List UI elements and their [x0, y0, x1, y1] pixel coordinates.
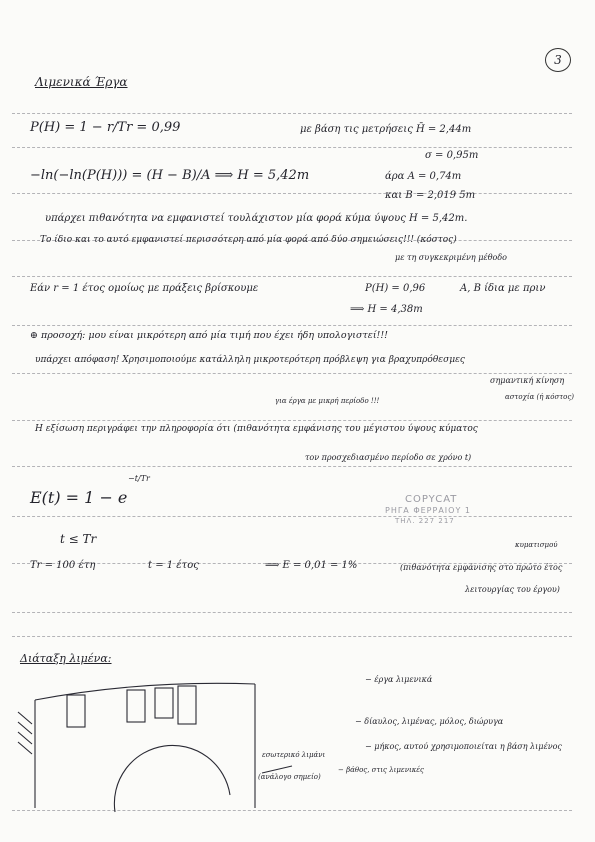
sketch-label: (ανάλογο σημείο)	[258, 773, 321, 781]
text-line: Εάν r = 1 έτος ομοίως με πράξεις βρίσκουμε	[30, 283, 259, 294]
stamp-line: ΤΗΛ. 227 217	[395, 517, 455, 525]
section-title: Διάταξη λιμένα:	[20, 652, 112, 665]
h-value: ⟹ H = 4,38m	[350, 304, 423, 315]
page-number: 3	[545, 48, 571, 72]
pier	[67, 695, 85, 727]
formula-p-h: P(H) = 1 − r/Tr = 0,99	[30, 120, 181, 135]
legend-item: − μήκος, αυτού χρησιμοποιείται η βάση λιμένος	[365, 742, 562, 751]
tr-value: Tr = 100 έτη	[30, 560, 96, 571]
pier	[155, 688, 173, 718]
text-line: για έργα με μικρή περίοδο !!!	[275, 397, 380, 405]
t-value: t = 1 έτος	[148, 560, 199, 571]
stamp-line: ΡΗΓΑ ΦΕΡΡΑΙΟΥ 1	[385, 506, 471, 515]
pointer-line	[262, 766, 292, 773]
formula-gumbel: −ln(−ln(P(H))) = (H − B)/A ⟹ H = 5,42m	[30, 168, 310, 183]
pier	[127, 690, 145, 722]
sketch-label: εσωτερικό λιμάνι	[262, 751, 326, 759]
e-value: ⟹ E = 0,01 = 1%	[265, 560, 358, 571]
text-line: σημαντική κίνηση	[490, 376, 565, 385]
formula-e-t: E(t) = 1 − e	[30, 488, 128, 507]
hatch-marks	[18, 712, 32, 754]
sigma-value: σ = 0,95m	[425, 150, 479, 161]
text-line: Το ίδιο και το αυτό εμφανιστεί περισσότερη από μία φορά από δύο σημειώσεις!!! (κόστος)	[40, 235, 457, 245]
text-line: A, B ίδια με πριν	[460, 283, 546, 294]
legend-item: − δίαυλος, λιμένας, μόλος, διώρυγα	[355, 717, 504, 726]
text-line: (πιθανότητα εμφάνισης στο πρώτο έτος	[400, 563, 563, 572]
text-line: Η εξίσωση περιγράφει την πληροφορία ότι (πιθανότητα εμφάνισης του μέγιστου ύψους κύματος	[35, 424, 478, 434]
basin-arc	[114, 745, 230, 812]
page-title: Λιμενικά Έργα	[35, 75, 128, 89]
value-a: άρα A = 0,74m	[385, 171, 462, 182]
legend-item: − βάθος, στις λιμενικές	[338, 766, 424, 774]
legend-item: − έργα λιμενικά	[365, 675, 433, 684]
text-line: ⊕ προσοχή: μου είναι μικρότερη από μία τιμή που έχει ήδη υπολογιστεί!!!	[30, 330, 389, 341]
text-line: με τη συγκεκριμένη μέθοδο	[395, 253, 507, 262]
text-line: κυματισμού	[515, 541, 558, 549]
text-line: αστοχία (ή κόστος)	[505, 393, 575, 401]
p-h-value: P(H) = 0,96	[365, 283, 426, 294]
text-line: υπάρχει πιθανότητα να εμφανιστεί τουλάχιστον μία φορά κύμα ύψους H = 5,42m.	[45, 213, 468, 224]
measurement-note: με βάση τις μετρήσεις H̄ = 2,44m	[300, 124, 472, 135]
text-line: τον προσχεδιασμένο περίοδο σε χρόνο t)	[305, 453, 472, 462]
formula-exponent: −t/Tr	[128, 474, 150, 483]
condition: t ≤ Tr	[60, 532, 97, 546]
text-line: λειτουργίας του έργου)	[465, 585, 560, 594]
pier	[178, 686, 196, 724]
stamp-line: COPYCAT	[405, 494, 458, 505]
text-line: υπάρχει απόφαση! Χρησιμοποιούμε κατάλληλη μικροτερότερη πρόβλεψη για βραχυπρόθεσμες	[35, 355, 465, 365]
value-b: και B = 2,019 5m	[385, 190, 476, 201]
